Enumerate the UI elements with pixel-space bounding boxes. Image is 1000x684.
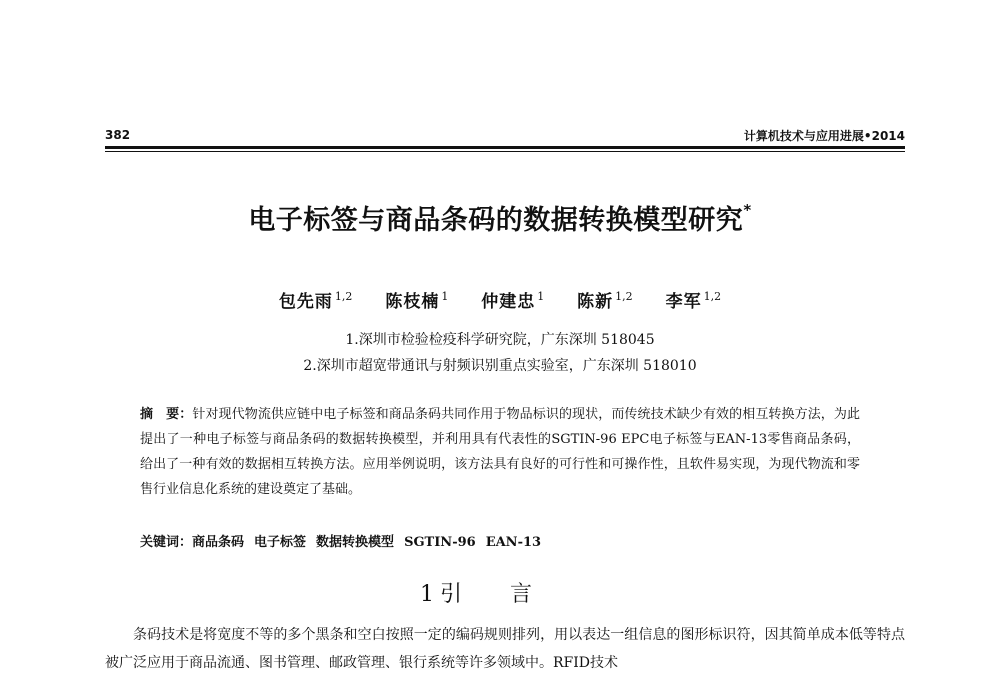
author-name: 仲建忠 [481,292,536,312]
author [666,292,722,312]
keyword: 电子标签 [254,535,307,550]
author-affiliation-mark: 1,2 [703,290,722,303]
keywords-label: 关键词： [140,535,193,550]
author-name: 李军 [665,292,702,312]
title-footnote-mark: * [743,201,752,219]
keyword: SGTIN-96 [404,535,476,550]
abstract [140,402,860,502]
paper-title-text: 电子标签与商品条码的数据转换模型研究 [248,205,744,236]
abstract-text: 针对现代物流供应链中电子标签和商品条码共同作用于物品标识的现状，而传统技术缺少有效的相互转换方法，为此提出了一种电子标签与商品条码的数据转换模型，并利用具有代表性的SGTIN-96 EPC电子标签与EAN-13零售商品条码，给出了一种有效的数据相互转换方法。应用举例说明，该方法具有良好的可行性和可操作性，且软件易实现，为现代物流和零售行业信息化系统的建设奠定了基础。 [140,407,860,497]
section-title: 引言 [439,582,580,607]
affiliation-1: 1.深圳市检验检疫科学研究院，广东深圳 518045 [345,332,655,348]
affiliation-2: 2.深圳市超宽带通讯与射频识别重点实验室，广东深圳 518010 [303,358,697,374]
keywords [140,531,860,550]
author-affiliation-mark: 1 [441,290,449,303]
abstract-label: 摘 要： [140,407,193,422]
author-name: 陈新 [577,292,614,312]
author [577,292,633,312]
journal-running-header: 计算机技术与应用进展•2014 [743,129,905,143]
author-list [0,287,1000,312]
author-affiliation-mark: 1,2 [334,290,353,303]
header-rule-thin [105,151,905,152]
author-name: 陈枝楠 [385,292,440,312]
author-affiliation-mark: 1,2 [615,290,633,303]
author [481,292,544,312]
page-number: 382 [105,128,131,142]
body-paragraph: 条码技术是将宽度不等的多个黑条和空白按照一定的编码规则排列，用以表达一组信息的图形标识符，因其简单成本低等特点被广泛应用于商品流通、图书管理、邮政管理、银行系统等许多领域中。RFID技术 [105,627,905,671]
section-number: 1 [419,582,434,607]
keyword: 商品条码 [192,535,245,550]
author [279,292,353,312]
author-affiliation-mark: 1 [537,290,545,303]
paper-title [0,198,1000,237]
section-heading [0,577,1000,608]
author [385,292,448,312]
header-rule-thick [105,146,905,149]
keyword: EAN-13 [485,535,542,550]
author-name: 包先雨 [278,292,333,312]
keyword: 数据转换模型 [316,535,395,550]
